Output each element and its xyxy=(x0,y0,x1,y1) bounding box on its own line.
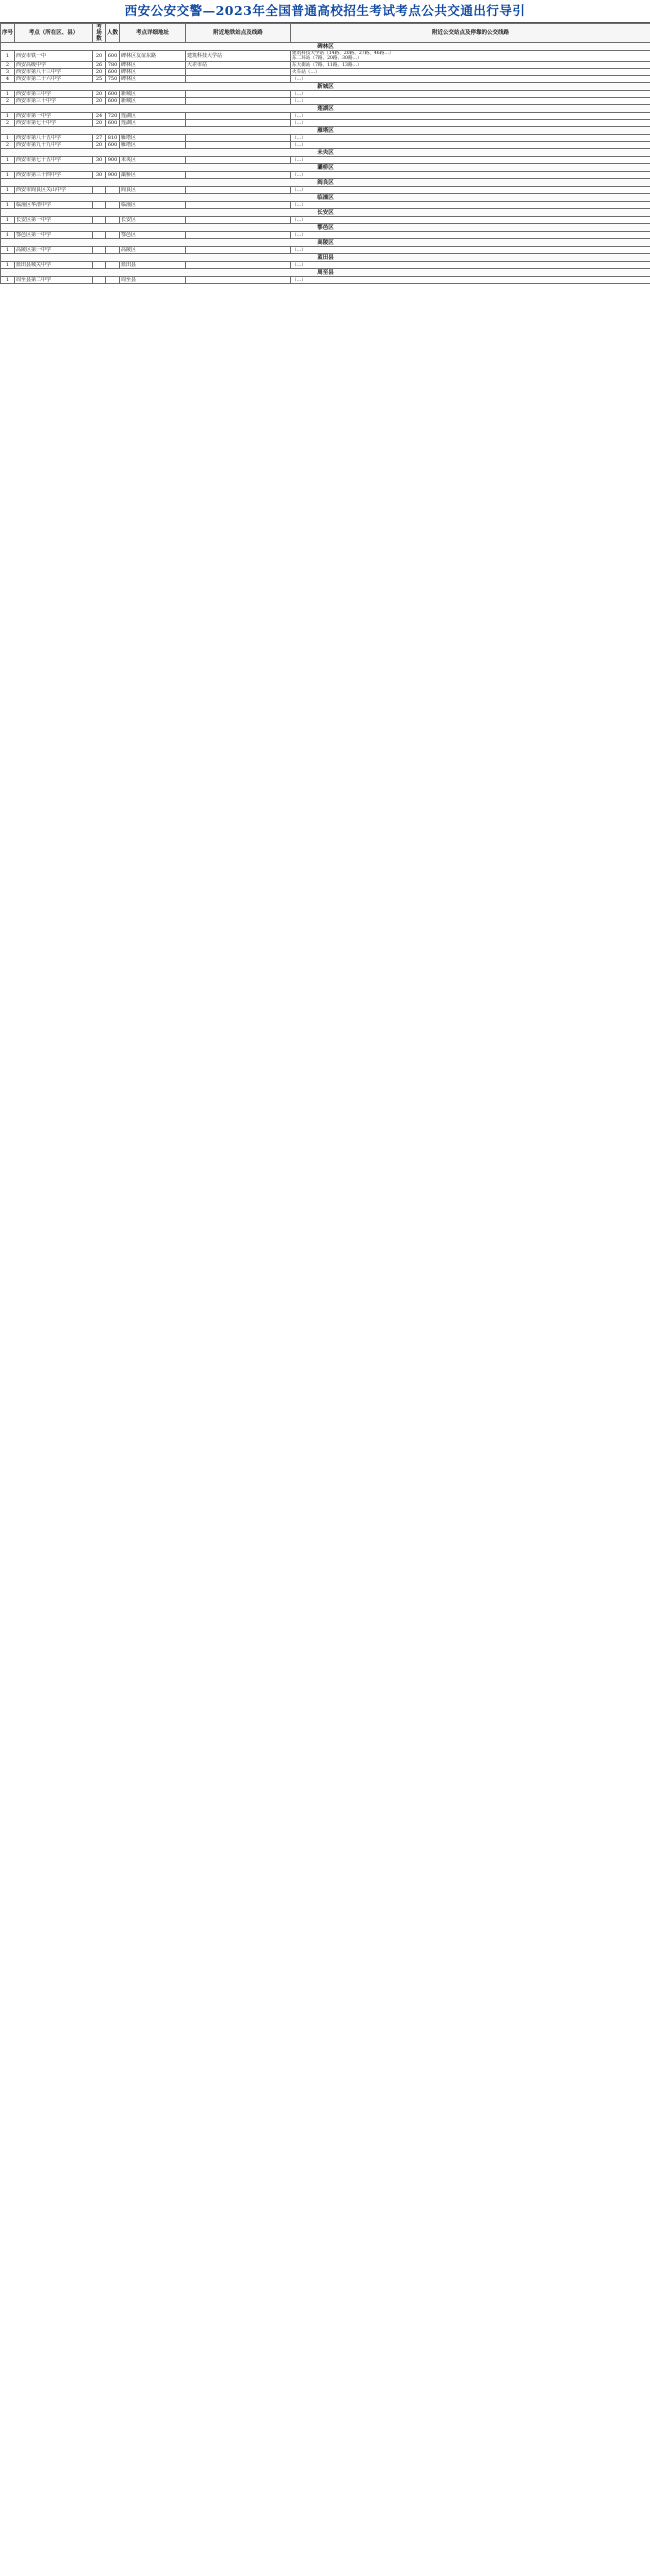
address: 新城区 xyxy=(120,91,186,98)
school-name: 西安市第一中学 xyxy=(15,113,93,120)
bus-routes: （…） xyxy=(291,202,650,209)
row-number: 2 xyxy=(1,120,15,127)
section-row xyxy=(1,209,650,217)
table-row xyxy=(1,142,650,149)
section-row xyxy=(1,224,650,232)
metro-stations xyxy=(186,120,291,127)
address: 雁塔区 xyxy=(120,142,186,149)
section-title: 阎良区 xyxy=(1,179,650,187)
header-cell: 附近地铁站点及线路 xyxy=(186,24,291,43)
table-row xyxy=(1,51,650,62)
room-count xyxy=(93,247,106,254)
address: 碑林区 xyxy=(120,69,186,76)
row-number: 1 xyxy=(1,135,15,142)
address: 碑林区友谊东路 xyxy=(120,51,186,62)
address: 鄠邑区 xyxy=(120,232,186,239)
metro-stations xyxy=(186,277,291,284)
candidate-count: 600 xyxy=(106,98,120,105)
room-count: 24 xyxy=(93,113,106,120)
section-title: 新城区 xyxy=(1,83,650,91)
school-name: 西安高级中学 xyxy=(15,62,93,69)
school-name: 西安市第八十三中学 xyxy=(15,69,93,76)
row-number: 2 xyxy=(1,142,15,149)
row-number: 1 xyxy=(1,91,15,98)
section-row xyxy=(1,254,650,262)
header-cell: 考场数 xyxy=(93,24,106,43)
row-number: 4 xyxy=(1,76,15,83)
metro-stations xyxy=(186,98,291,105)
metro-stations xyxy=(186,157,291,164)
candidate-count xyxy=(106,217,120,224)
metro-stations xyxy=(186,232,291,239)
room-count: 20 xyxy=(93,98,106,105)
candidate-count xyxy=(106,202,120,209)
bus-routes: （…） xyxy=(291,277,650,284)
section-title: 莲湖区 xyxy=(1,105,650,113)
room-count: 26 xyxy=(93,62,106,69)
header-cell: 考点（所在区、县） xyxy=(15,24,93,43)
bus-routes: （…） xyxy=(291,142,650,149)
table-row xyxy=(1,202,650,209)
metro-stations xyxy=(186,247,291,254)
school-name: 西安市第九十九中学 xyxy=(15,142,93,149)
bus-routes: （…） xyxy=(291,135,650,142)
address: 雁塔区 xyxy=(120,135,186,142)
section-title: 周至县 xyxy=(1,269,650,277)
row-number: 2 xyxy=(1,62,15,69)
bus-routes: （…） xyxy=(291,120,650,127)
section-title: 鄠邑区 xyxy=(1,224,650,232)
section-row xyxy=(1,179,650,187)
bus-routes: （…） xyxy=(291,262,650,269)
metro-stations xyxy=(186,69,291,76)
header-cell: 人数 xyxy=(106,24,120,43)
table-header-row xyxy=(1,24,650,43)
metro-stations xyxy=(186,187,291,194)
bus-routes: 东大街站（7路、11路、13路…） xyxy=(291,62,650,69)
address: 碑林区 xyxy=(120,62,186,69)
metro-stations: 大差市站 xyxy=(186,62,291,69)
table-row xyxy=(1,277,650,284)
metro-stations xyxy=(186,142,291,149)
address: 未央区 xyxy=(120,157,186,164)
header-cell: 序号 xyxy=(1,24,15,43)
section-row xyxy=(1,83,650,91)
room-count xyxy=(93,232,106,239)
section-title: 长安区 xyxy=(1,209,650,217)
school-name: 临潼区华清中学 xyxy=(15,202,93,209)
table-row xyxy=(1,62,650,69)
section-title: 未央区 xyxy=(1,149,650,157)
bus-routes: （…） xyxy=(291,113,650,120)
room-count: 20 xyxy=(93,91,106,98)
metro-stations xyxy=(186,202,291,209)
bus-routes: （…） xyxy=(291,76,650,83)
candidate-count: 600 xyxy=(106,91,120,98)
address: 高陵区 xyxy=(120,247,186,254)
room-count xyxy=(93,262,106,269)
candidate-count: 900 xyxy=(106,172,120,179)
row-number: 1 xyxy=(1,277,15,284)
room-count: 20 xyxy=(93,69,106,76)
school-name: 西安市第七十五中学 xyxy=(15,157,93,164)
row-number: 1 xyxy=(1,157,15,164)
bus-routes: （…） xyxy=(291,232,650,239)
table-row xyxy=(1,217,650,224)
room-count: 25 xyxy=(93,76,106,83)
section-row xyxy=(1,239,650,247)
candidate-count xyxy=(106,247,120,254)
school-name: 西安市第三十四中学 xyxy=(15,172,93,179)
table-row xyxy=(1,232,650,239)
candidate-count: 810 xyxy=(106,135,120,142)
table-row xyxy=(1,91,650,98)
room-count: 27 xyxy=(93,135,106,142)
candidate-count: 900 xyxy=(106,157,120,164)
school-name: 周至县第二中学 xyxy=(15,277,93,284)
header-cell: 考点详细地址 xyxy=(120,24,186,43)
table-row xyxy=(1,98,650,105)
row-number: 1 xyxy=(1,187,15,194)
metro-stations xyxy=(186,135,291,142)
candidate-count: 600 xyxy=(106,120,120,127)
section-row xyxy=(1,43,650,51)
row-number: 1 xyxy=(1,247,15,254)
bus-routes: 火车站（…） xyxy=(291,69,650,76)
candidate-count: 600 xyxy=(106,69,120,76)
transport-guide-table xyxy=(0,23,650,284)
address: 长安区 xyxy=(120,217,186,224)
bus-routes: （…） xyxy=(291,187,650,194)
school-name: 西安市阎良区关山中学 xyxy=(15,187,93,194)
school-name: 长安区第一中学 xyxy=(15,217,93,224)
candidate-count xyxy=(106,262,120,269)
room-count xyxy=(93,277,106,284)
address: 周至县 xyxy=(120,277,186,284)
candidate-count: 600 xyxy=(106,142,120,149)
address: 灞桥区 xyxy=(120,172,186,179)
room-count xyxy=(93,202,106,209)
row-number: 1 xyxy=(1,217,15,224)
room-count: 20 xyxy=(93,51,106,62)
section-row xyxy=(1,194,650,202)
metro-stations xyxy=(186,262,291,269)
table-row xyxy=(1,187,650,194)
header-cell: 附近公交站点及停靠的公交线路 xyxy=(291,24,650,43)
room-count xyxy=(93,187,106,194)
address: 蓝田县 xyxy=(120,262,186,269)
candidate-count: 780 xyxy=(106,62,120,69)
section-title: 高陵区 xyxy=(1,239,650,247)
candidate-count: 750 xyxy=(106,76,120,83)
metro-stations xyxy=(186,91,291,98)
page-title: 西安公安交警—2023年全国普通高校招生考试考点公共交通出行导引 xyxy=(0,0,650,23)
room-count: 20 xyxy=(93,142,106,149)
address: 临潼区 xyxy=(120,202,186,209)
table-row xyxy=(1,113,650,120)
metro-stations xyxy=(186,76,291,83)
address: 莲湖区 xyxy=(120,120,186,127)
metro-stations: 建筑科技大学站 xyxy=(186,51,291,62)
school-name: 西安市铁一中 xyxy=(15,51,93,62)
row-number: 2 xyxy=(1,98,15,105)
section-row xyxy=(1,269,650,277)
bus-routes: （…） xyxy=(291,98,650,105)
table-row xyxy=(1,172,650,179)
school-name: 西安市第二十六中学 xyxy=(15,76,93,83)
address: 莲湖区 xyxy=(120,113,186,120)
school-name: 西安市第三中学 xyxy=(15,91,93,98)
room-count: 30 xyxy=(93,172,106,179)
candidate-count: 600 xyxy=(106,51,120,62)
table-row xyxy=(1,135,650,142)
row-number: 3 xyxy=(1,69,15,76)
bus-routes: （…） xyxy=(291,91,650,98)
table-row xyxy=(1,157,650,164)
metro-stations xyxy=(186,217,291,224)
school-name: 高陵区第一中学 xyxy=(15,247,93,254)
room-count: 20 xyxy=(93,120,106,127)
row-number: 1 xyxy=(1,202,15,209)
section-title: 临潼区 xyxy=(1,194,650,202)
room-count: 30 xyxy=(93,157,106,164)
section-title: 蓝田县 xyxy=(1,254,650,262)
bus-routes: 建筑科技大学站（14路、20路、27路、46路…） 东二环站（7路、20路、30路…） xyxy=(291,51,650,62)
section-row xyxy=(1,127,650,135)
address: 阎良区 xyxy=(120,187,186,194)
bus-routes: （…） xyxy=(291,217,650,224)
row-number: 1 xyxy=(1,262,15,269)
school-name: 西安市第三十中学 xyxy=(15,98,93,105)
bus-routes: （…） xyxy=(291,172,650,179)
candidate-count: 720 xyxy=(106,113,120,120)
section-title: 灞桥区 xyxy=(1,164,650,172)
bus-routes: （…） xyxy=(291,247,650,254)
school-name: 鄠邑区第一中学 xyxy=(15,232,93,239)
section-row xyxy=(1,164,650,172)
row-number: 1 xyxy=(1,232,15,239)
candidate-count xyxy=(106,232,120,239)
table-row xyxy=(1,120,650,127)
row-number: 1 xyxy=(1,172,15,179)
metro-stations xyxy=(186,113,291,120)
table-row xyxy=(1,69,650,76)
section-row xyxy=(1,149,650,157)
bus-routes: （…） xyxy=(291,157,650,164)
row-number: 1 xyxy=(1,51,15,62)
candidate-count xyxy=(106,187,120,194)
candidate-count xyxy=(106,277,120,284)
room-count xyxy=(93,217,106,224)
section-title: 碑林区 xyxy=(1,43,650,51)
table-body xyxy=(1,43,650,284)
school-name: 西安市第七十中学 xyxy=(15,120,93,127)
table-row xyxy=(1,262,650,269)
metro-stations xyxy=(186,172,291,179)
section-row xyxy=(1,105,650,113)
section-title: 雁塔区 xyxy=(1,127,650,135)
address: 碑林区 xyxy=(120,76,186,83)
table-row xyxy=(1,247,650,254)
school-name: 西安市第八十五中学 xyxy=(15,135,93,142)
address: 新城区 xyxy=(120,98,186,105)
row-number: 1 xyxy=(1,113,15,120)
school-name: 蓝田县城关中学 xyxy=(15,262,93,269)
table-row xyxy=(1,76,650,83)
